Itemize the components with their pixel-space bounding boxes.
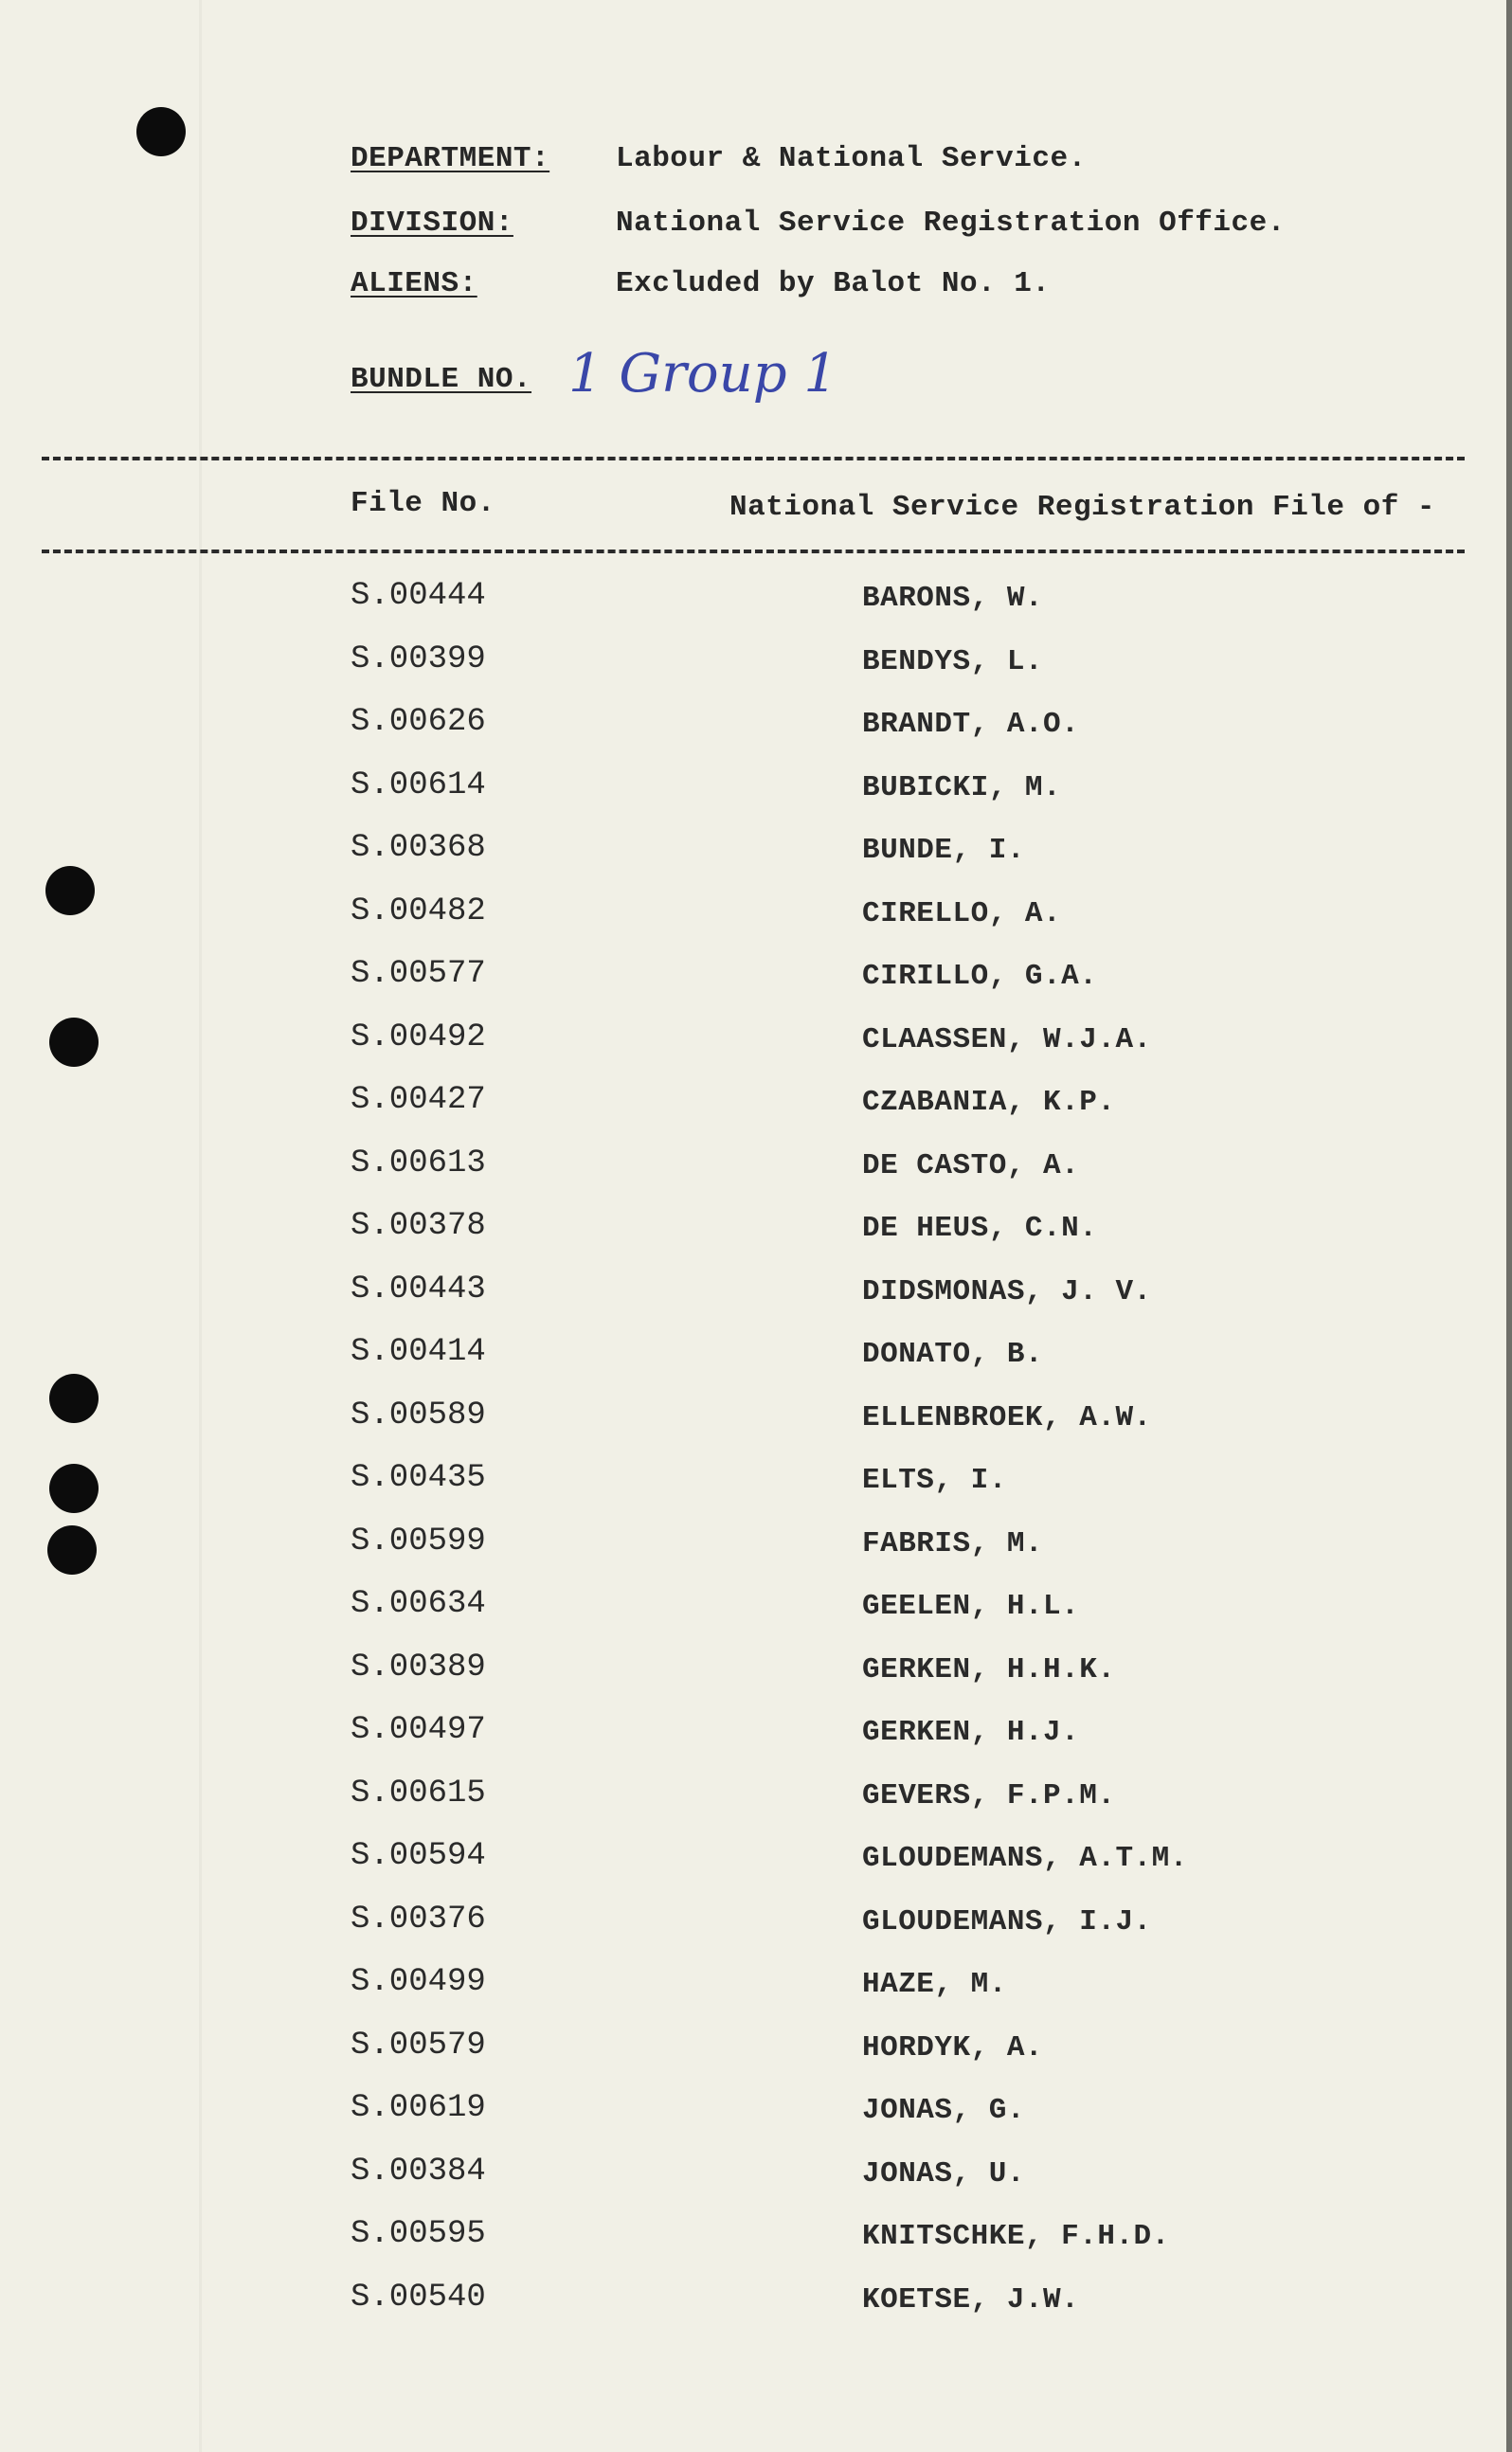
file-number: S.00497 xyxy=(351,1712,486,1748)
table-row xyxy=(0,1145,1512,1208)
registrant-name: CIRILLO, G.A. xyxy=(862,960,1098,993)
file-number: S.00492 xyxy=(351,1019,486,1055)
header-divider-top xyxy=(42,457,1465,460)
table-row xyxy=(0,641,1512,704)
department-label: DEPARTMENT: xyxy=(351,142,550,175)
registrant-name: DE CASTO, A. xyxy=(862,1148,1080,1182)
file-number: S.00626 xyxy=(351,704,486,740)
registrant-name: FABRIS, M. xyxy=(862,1526,1044,1560)
registrant-name: DONATO, B. xyxy=(862,1338,1044,1371)
file-number: S.00577 xyxy=(351,956,486,992)
file-number: S.00378 xyxy=(351,1208,486,1244)
file-number: S.00414 xyxy=(351,1334,486,1370)
registrant-name: KNITSCHKE, F.H.D. xyxy=(862,2220,1170,2253)
registrant-name: GERKEN, H.H.K. xyxy=(862,1652,1116,1686)
file-number: S.00599 xyxy=(351,1523,486,1560)
table-row xyxy=(0,578,1512,640)
registrant-name: GEELEN, H.L. xyxy=(862,1590,1080,1623)
table-row xyxy=(0,2216,1512,2279)
table-row xyxy=(0,767,1512,830)
table-row xyxy=(0,893,1512,956)
registrant-name: BUBICKI, M. xyxy=(862,770,1062,804)
bundle-handwritten-annotation: 1 Group 1 xyxy=(568,343,837,405)
registrant-name: ELTS, I. xyxy=(862,1464,1007,1497)
table-row xyxy=(0,1712,1512,1775)
registrant-name: JONAS, U. xyxy=(862,2156,1025,2191)
table-row xyxy=(0,1586,1512,1649)
column-header-registration-file: National Service Registration File of - xyxy=(729,491,1436,524)
department-value: Labour & National Service. xyxy=(616,142,1087,175)
registrant-name: BENDYS, L. xyxy=(862,644,1044,678)
file-number: S.00540 xyxy=(351,2279,486,2316)
aliens-value: Excluded by Balot No. 1. xyxy=(616,267,1051,300)
table-row xyxy=(0,1650,1512,1712)
registrant-name: GLOUDEMANS, A.T.M. xyxy=(862,1842,1188,1875)
file-number: S.00435 xyxy=(351,1460,486,1496)
table-row xyxy=(0,830,1512,892)
aliens-label: ALIENS: xyxy=(351,267,477,300)
registrant-name: GEVERS, F.P.M. xyxy=(862,1778,1116,1812)
registrant-name: CLAASSEN, W.J.A. xyxy=(862,1022,1152,1056)
table-row xyxy=(0,1838,1512,1901)
table-row xyxy=(0,1208,1512,1271)
table-row xyxy=(0,1776,1512,1838)
registrant-name: HAZE, M. xyxy=(862,1968,1007,2001)
registrant-name: BRANDT, A.O. xyxy=(862,708,1080,741)
table-row xyxy=(0,704,1512,766)
file-number: S.00589 xyxy=(351,1397,486,1433)
table-row xyxy=(0,956,1512,1019)
table-row xyxy=(0,2090,1512,2153)
file-number: S.00444 xyxy=(351,578,486,614)
registrant-name: DE HEUS, C.N. xyxy=(862,1212,1098,1245)
table-row xyxy=(0,2280,1512,2342)
table-row xyxy=(0,1019,1512,1082)
file-number: S.00384 xyxy=(351,2153,486,2190)
file-number: S.00376 xyxy=(351,1901,486,1938)
table-row xyxy=(0,1397,1512,1460)
file-number: S.00443 xyxy=(351,1271,486,1307)
file-number: S.00579 xyxy=(351,2027,486,2064)
file-number: S.00427 xyxy=(351,1082,486,1118)
registrant-name: ELLENBROEK, A.W. xyxy=(862,1400,1152,1434)
table-row xyxy=(0,1082,1512,1145)
file-number: S.00368 xyxy=(351,830,486,866)
table-row xyxy=(0,2028,1512,2090)
file-number: S.00399 xyxy=(351,640,486,677)
registrant-name: HORDYK, A. xyxy=(862,2030,1044,2064)
registrant-name: GERKEN, H.J. xyxy=(862,1716,1080,1749)
registrant-name: BUNDE, I. xyxy=(862,834,1025,867)
header-divider-bottom xyxy=(42,550,1465,553)
table-row xyxy=(0,1964,1512,2027)
table-row xyxy=(0,2154,1512,2216)
file-number: S.00595 xyxy=(351,2216,486,2252)
file-number: S.00613 xyxy=(351,1145,486,1181)
file-number: S.00482 xyxy=(351,892,486,929)
registrant-name: CIRELLO, A. xyxy=(862,896,1062,930)
registrant-name: KOETSE, J.W. xyxy=(862,2282,1080,2317)
table-row xyxy=(0,1334,1512,1397)
bundle-label: BUNDLE NO. xyxy=(351,363,532,396)
table-row xyxy=(0,1271,1512,1334)
registrant-name: JONAS, G. xyxy=(862,2094,1025,2127)
file-number: S.00619 xyxy=(351,2090,486,2126)
table-row xyxy=(0,1523,1512,1586)
table-row xyxy=(0,1902,1512,1964)
file-number: S.00614 xyxy=(351,766,486,803)
file-number: S.00615 xyxy=(351,1775,486,1812)
table-row xyxy=(0,1460,1512,1523)
registrant-name: GLOUDEMANS, I.J. xyxy=(862,1904,1152,1938)
registrant-name: CZABANIA, K.P. xyxy=(862,1086,1116,1119)
division-value: National Service Registration Office. xyxy=(616,207,1286,240)
file-number: S.00594 xyxy=(351,1838,486,1874)
punch-hole-top xyxy=(136,107,186,156)
file-number: S.00389 xyxy=(351,1649,486,1686)
division-label: DIVISION: xyxy=(351,207,513,240)
registrant-name: DIDSMONAS, J. V. xyxy=(862,1274,1152,1308)
file-number: S.00499 xyxy=(351,1964,486,2000)
file-number: S.00634 xyxy=(351,1586,486,1622)
column-header-file-no: File No. xyxy=(351,487,495,520)
registrant-name: BARONS, W. xyxy=(862,582,1044,615)
